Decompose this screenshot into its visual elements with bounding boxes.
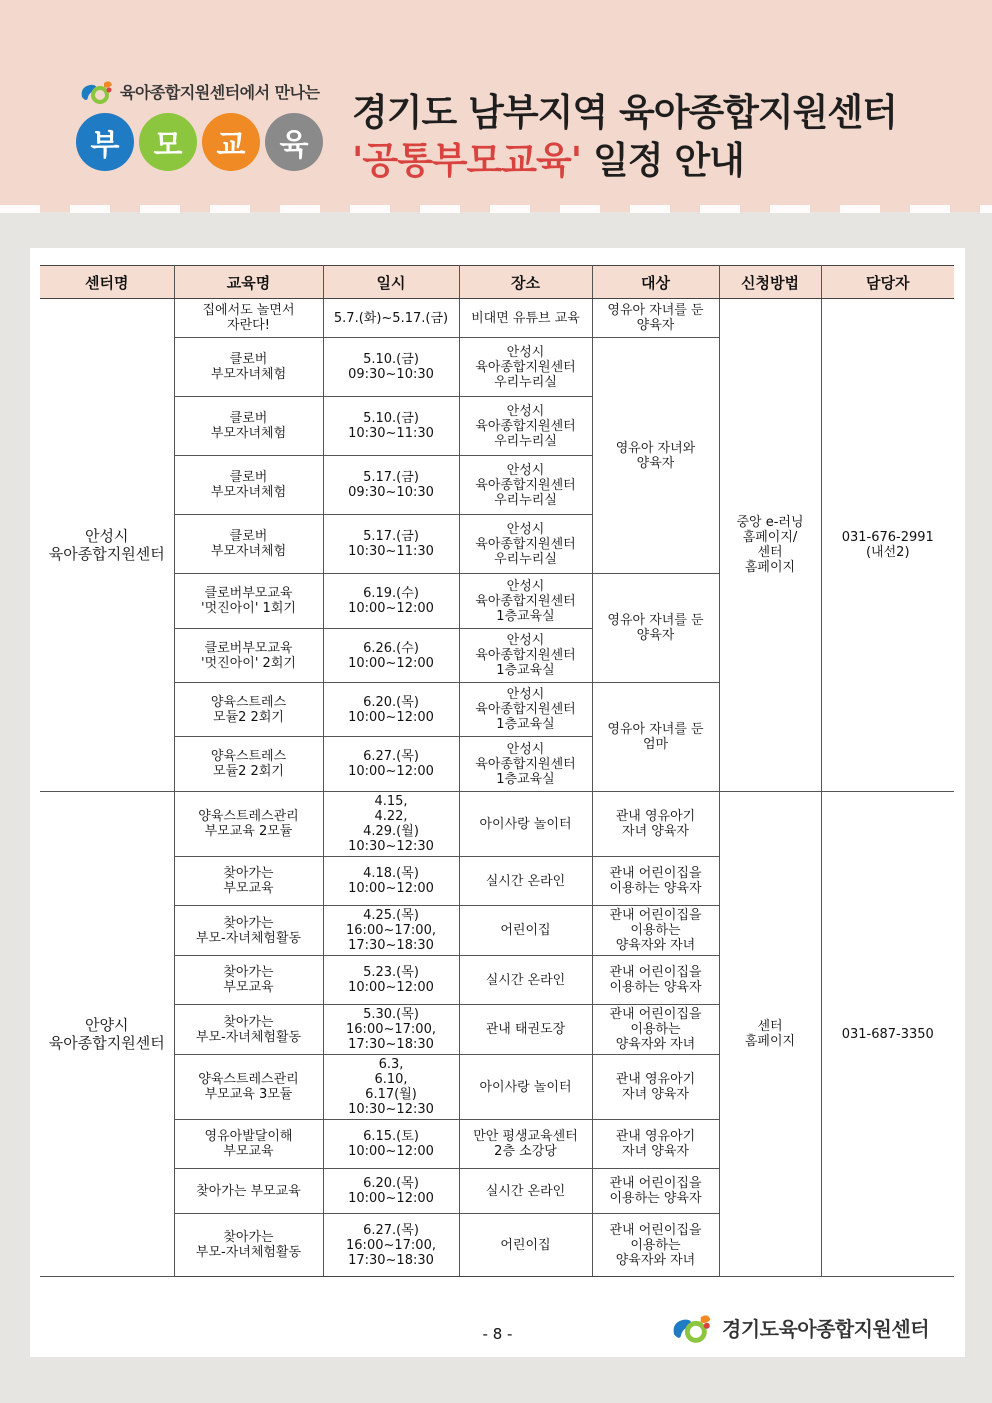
- footer-org-name: 경기도육아종합지원센터: [722, 1316, 930, 1341]
- header-subtitle: 육아종합지원센터에서 만나는: [120, 82, 320, 102]
- column-header: 센터명: [40, 266, 174, 299]
- course-name-cell: 찾아가는 부모교육: [174, 956, 323, 1005]
- schedule-date-cell: 5.23.(목) 10:00~12:00: [323, 956, 459, 1005]
- venue-cell: 안성시 육아종합지원센터 우리누리실: [459, 338, 592, 397]
- target-audience-cell: 영유아 자녀를 둔 양육자: [592, 574, 719, 683]
- course-name-cell: 클로버부모교육 '멋진아이' 1회기: [174, 574, 323, 629]
- schedule-date-cell: 6.15.(토) 10:00~12:00: [323, 1120, 459, 1169]
- schedule-date-cell: 5.30.(목) 16:00~17:00, 17:30~18:30: [323, 1005, 459, 1055]
- course-name-cell: 찾아가는 부모교육: [174, 1169, 323, 1214]
- venue-cell: 안성시 육아종합지원센터 우리누리실: [459, 397, 592, 456]
- parent-education-badges: [76, 113, 328, 171]
- header-banner: [0, 0, 992, 212]
- application-method-cell: 센터 홈페이지: [719, 792, 821, 1277]
- venue-cell: 실시간 온라인: [459, 857, 592, 906]
- course-name-cell: 찾아가는 부모-자녀체험활동: [174, 1214, 323, 1277]
- table-row: [40, 792, 954, 857]
- page-subtitle: [352, 130, 744, 184]
- course-name-cell: 집에서도 놀면서 자란다!: [174, 299, 323, 338]
- target-audience-cell: 관내 어린이집을 이용하는 양육자: [592, 1169, 719, 1214]
- target-audience-cell: 관내 어린이집을 이용하는 양육자: [592, 857, 719, 906]
- course-name-cell: 찾아가는 부모-자녀체험활동: [174, 1005, 323, 1055]
- course-name-cell: 양육스트레스 모듈2 2회기: [174, 737, 323, 792]
- schedule-date-cell: 6.19.(수) 10:00~12:00: [323, 574, 459, 629]
- venue-cell: 실시간 온라인: [459, 1169, 592, 1214]
- venue-cell: 안성시 육아종합지원센터 우리누리실: [459, 456, 592, 515]
- document-page: [30, 248, 965, 1357]
- header-divider: [0, 205, 992, 213]
- footer-logo: [666, 1310, 929, 1344]
- venue-cell: 어린이집: [459, 1214, 592, 1277]
- venue-cell: 안성시 육아종합지원센터 1층교육실: [459, 737, 592, 792]
- venue-cell: 안성시 육아종합지원센터 우리누리실: [459, 515, 592, 574]
- badge-circle: 부: [76, 113, 134, 171]
- contact-cell: 031-676-2991 (내선2): [821, 299, 954, 792]
- organization-logo-icon: [78, 77, 114, 105]
- schedule-date-cell: 6.26.(수) 10:00~12:00: [323, 629, 459, 683]
- course-name-cell: 양육스트레스관리 부모교육 3모듈: [174, 1055, 323, 1120]
- title-rest: 일정 안내: [581, 139, 744, 182]
- target-audience-cell: 관내 어린이집을 이용하는 양육자와 자녀: [592, 1214, 719, 1277]
- schedule-date-cell: 6.27.(목) 10:00~12:00: [323, 737, 459, 792]
- table-row: [40, 299, 954, 338]
- column-header: 신청방법: [719, 266, 821, 299]
- course-name-cell: 클로버 부모자녀체험: [174, 397, 323, 456]
- center-name-cell: 안양시 육아종합지원센터: [40, 792, 174, 1277]
- top-logo: [78, 77, 320, 105]
- venue-cell: 비대면 유튜브 교육: [459, 299, 592, 338]
- target-audience-cell: 관내 어린이집을 이용하는 양육자와 자녀: [592, 1005, 719, 1055]
- badge-circle: 모: [139, 113, 197, 171]
- venue-cell: 아이사랑 놀이터: [459, 1055, 592, 1120]
- schedule-date-cell: 4.18.(목) 10:00~12:00: [323, 857, 459, 906]
- course-name-cell: 클로버 부모자녀체험: [174, 515, 323, 574]
- column-header: 담당자: [821, 266, 954, 299]
- schedule-date-cell: 5.7.(화)~5.17.(금): [323, 299, 459, 338]
- schedule-date-cell: 5.17.(금) 10:30~11:30: [323, 515, 459, 574]
- course-name-cell: 클로버부모교육 '멋진아이' 2회기: [174, 629, 323, 683]
- page-number: - 8 -: [482, 1325, 513, 1343]
- column-header: 교육명: [174, 266, 323, 299]
- venue-cell: 실시간 온라인: [459, 956, 592, 1005]
- target-audience-cell: 영유아 자녀와 양육자: [592, 338, 719, 574]
- target-audience-cell: 관내 영유아기 자녀 양육자: [592, 1120, 719, 1169]
- column-header: 대상: [592, 266, 719, 299]
- schedule-date-cell: 5.10.(금) 09:30~10:30: [323, 338, 459, 397]
- schedule-date-cell: 4.15, 4.22, 4.29.(월) 10:30~12:30: [323, 792, 459, 857]
- course-name-cell: 양육스트레스관리 부모교육 2모듈: [174, 792, 323, 857]
- target-audience-cell: 관내 영유아기 자녀 양육자: [592, 1055, 719, 1120]
- contact-cell: 031-687-3350: [821, 792, 954, 1277]
- title-highlight: '공통부모교육': [352, 139, 582, 182]
- schedule-table: [40, 265, 954, 1277]
- column-header: 장소: [459, 266, 592, 299]
- venue-cell: 아이사랑 놀이터: [459, 792, 592, 857]
- center-name-cell: 안성시 육아종합지원센터: [40, 299, 174, 792]
- course-name-cell: 클로버 부모자녀체험: [174, 456, 323, 515]
- course-name-cell: 영유아발달이해 부모교육: [174, 1120, 323, 1169]
- target-audience-cell: 관내 영유아기 자녀 양육자: [592, 792, 719, 857]
- course-name-cell: 찾아가는 부모교육: [174, 857, 323, 906]
- schedule-date-cell: 4.25.(목) 16:00~17:00, 17:30~18:30: [323, 906, 459, 956]
- table-body: [40, 299, 954, 1277]
- course-name-cell: 클로버 부모자녀체험: [174, 338, 323, 397]
- schedule-date-cell: 6.27.(목) 16:00~17:00, 17:30~18:30: [323, 1214, 459, 1277]
- schedule-date-cell: 6.20.(목) 10:00~12:00: [323, 1169, 459, 1214]
- target-audience-cell: 관내 어린이집을 이용하는 양육자와 자녀: [592, 906, 719, 956]
- schedule-date-cell: 5.10.(금) 10:30~11:30: [323, 397, 459, 456]
- venue-cell: 안성시 육아종합지원센터 1층교육실: [459, 683, 592, 737]
- badge-circle: 육: [265, 113, 323, 171]
- venue-cell: 관내 태권도장: [459, 1005, 592, 1055]
- course-name-cell: 찾아가는 부모-자녀체험활동: [174, 906, 323, 956]
- badge-circle: 교: [202, 113, 260, 171]
- course-name-cell: 양육스트레스 모듈2 2회기: [174, 683, 323, 737]
- venue-cell: 어린이집: [459, 906, 592, 956]
- target-audience-cell: 영유아 자녀를 둔 양육자: [592, 299, 719, 338]
- target-audience-cell: 관내 어린이집을 이용하는 양육자: [592, 956, 719, 1005]
- application-method-cell: 중앙 e-러닝 홈페이지/ 센터 홈페이지: [719, 299, 821, 792]
- venue-cell: 만안 평생교육센터 2층 소강당: [459, 1120, 592, 1169]
- schedule-date-cell: 5.17.(금) 09:30~10:30: [323, 456, 459, 515]
- page-title: 경기도 남부지역 육아종합지원센터: [352, 91, 897, 134]
- venue-cell: 안성시 육아종합지원센터 1층교육실: [459, 629, 592, 683]
- organization-logo-icon: [666, 1310, 716, 1344]
- table-header-row: [40, 266, 954, 299]
- column-header: 일시: [323, 266, 459, 299]
- schedule-date-cell: 6.3, 6.10, 6.17(월) 10:30~12:30: [323, 1055, 459, 1120]
- target-audience-cell: 영유아 자녀를 둔 엄마: [592, 683, 719, 792]
- schedule-date-cell: 6.20.(목) 10:00~12:00: [323, 683, 459, 737]
- venue-cell: 안성시 육아종합지원센터 1층교육실: [459, 574, 592, 629]
